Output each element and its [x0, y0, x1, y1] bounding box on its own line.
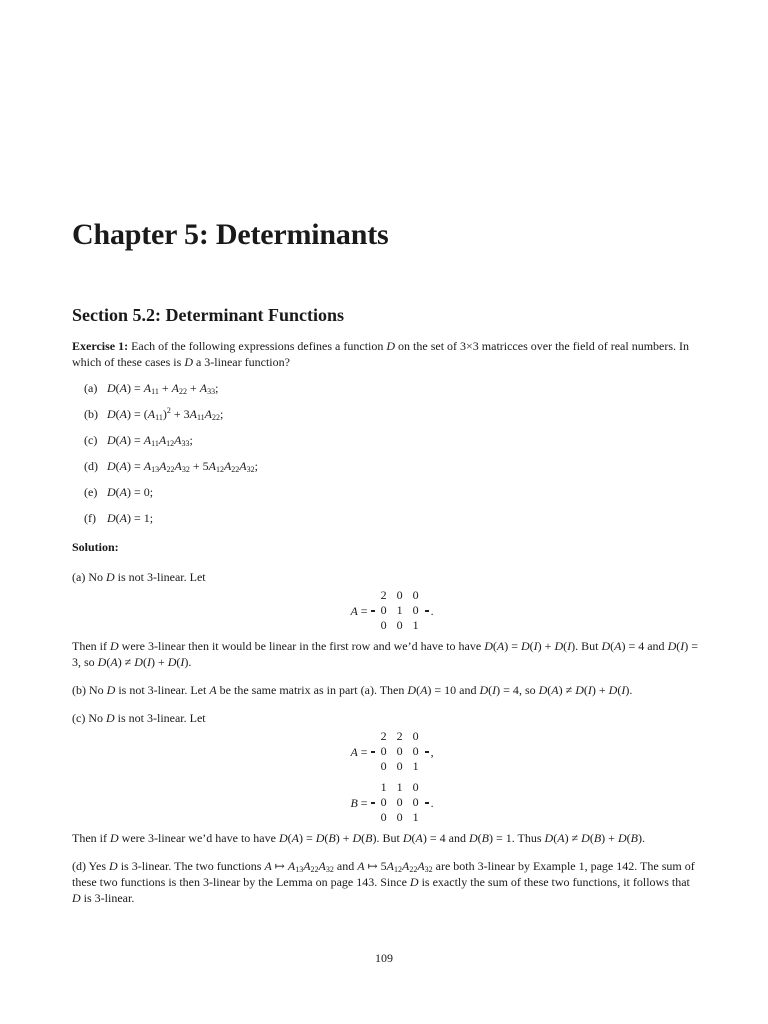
exercise-item-d: (d) $D(A) = A_{13}A_{22}A_{32} + 5A_{12}A_{22}A_{32}$; — [84, 459, 258, 474]
part-b-argument: (b) No D is not 3-linear. Let A be the same matrix as in part (a). Then D(A) = 10 and D(I) = 4, so D(A) ≠ D(I) + D(I). — [72, 683, 633, 697]
exercise-item-e: (e) D(A) = 0; — [84, 485, 154, 499]
page-number: 109 — [375, 951, 393, 965]
matrix-a: 2 0 0 0 1 0 0 0 1 — [380, 588, 419, 632]
part-c-argument: Then if D were 3-linear we’d have to have D(A) = D(B) + D(B). But D(A) = 4 and D(B) = 1. Thus D(A) ≠ D(B) + D(B). — [72, 831, 645, 845]
part-a-intro: (a) No D is not 3-linear. Let — [72, 570, 206, 584]
right-bracket — [425, 610, 429, 612]
exercise-label: Exercise 1: — [72, 339, 129, 353]
matrix-b-c: 1 1 0 0 0 0 0 0 1 — [380, 780, 419, 824]
matrix-a-equation-c: A = 2 2 0 0 0 0 0 0 1 , — [350, 729, 434, 773]
exercise-item-a: (a) $D(A) = A_{11} + A_{22} + A_{33}$; — [84, 381, 219, 396]
page-body — [72, 338, 698, 912]
solution-heading: Solution: — [72, 540, 119, 554]
chapter-title: Chapter 5: Determinants — [72, 218, 389, 251]
exercise-item-c: (c) $D(A) = A_{11}A_{12}A_{33}$; — [84, 433, 193, 448]
right-bracket — [425, 751, 429, 753]
part-d-argument: (d) Yes D is 3-linear. The two functions A ↦ $A_{13}A_{22}A_{32}$ and A ↦ $5A_{12}A_{22}A_{32}$ are both 3-linear by Example 1, page 142. The sum of these two functions is then 3-linear by the Lemma on page 143. Since D is exactly the sum of these two functions, it follows that D is 3-linear. — [72, 859, 695, 905]
section-title: Section 5.2: Determinant Functions — [72, 305, 344, 325]
right-bracket — [425, 802, 429, 804]
exercise-item-f: (f) D(A) = 1; — [84, 511, 154, 525]
exercise-statement: Exercise 1: Each of the following expressions defines a function D on the set of 3×3 matricces over the field of real numbers. In which of these cases is D a 3-linear function? — [72, 339, 690, 369]
part-a-argument: Then if D were 3-linear then it would be linear in the first row and we’d have to have D(A) = D(I) + D(I). But D(A) = 4 and D(I) = 3, so D(A) ≠ D(I) + D(I). — [72, 639, 698, 669]
matrix-a-equation: A = 2 0 0 0 1 0 0 0 1 . — [350, 588, 434, 632]
part-c-intro: (c) No D is not 3-linear. Let — [72, 711, 206, 725]
matrix-a-c: 2 2 0 0 0 0 0 0 1 — [380, 729, 419, 773]
matrix-b-equation-c: B = 1 1 0 0 0 0 0 0 1 . — [350, 780, 434, 824]
exercise-item-b: (b) $D(A) = (A_{11})^2 + 3A_{11}A_{22}$; — [84, 406, 224, 422]
